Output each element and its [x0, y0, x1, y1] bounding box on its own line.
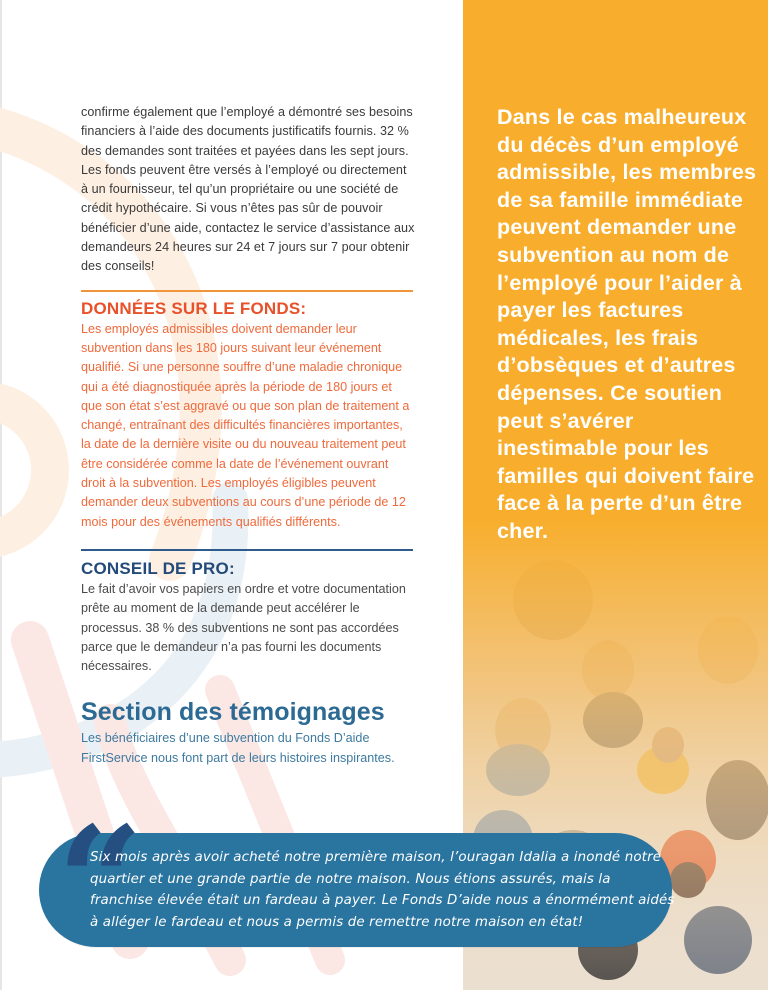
fund-data-heading: DONNÉES SUR LE FONDS: — [81, 298, 307, 318]
pro-tip-paragraph: Le fait d’avoir vos papiers en ordre et votre documentation prête au moment de la demande peut accélérer le processus. 38 % des subventions ne sont pas accordées parce que le demandeur n’a pas fourni les documents nécessaires. — [81, 581, 406, 674]
quote-mark-icon: “ — [57, 794, 144, 970]
navy-divider — [81, 549, 413, 551]
page-edge — [0, 0, 2, 990]
testimonials-intro: Les bénéficiaires d’une subvention du Fonds D’aide FirstService nous font part de leurs histoires inspirantes. — [81, 731, 395, 765]
fund-data-paragraph: Les employés admissibles doivent demander leur subvention dans les 180 jours suivant leur événement qualifié. Si une personne souffre d’une maladie chronique qui a été diagnostiquée après la période de 180 jours et que son état s’est aggravé ou que son plan de traitement a changé, entraînant des difficultés financières importantes, la date de la dernière visite ou du nouveau traitement peut être considérée comme la date de l’événement ouvrant droit à la subvention. Les employés éligibles peuvent demander deux subventions au cours d’une période de 12 mois pour des événements qualifiés différents. — [81, 321, 410, 529]
sidebar-callout: Dans le cas malheureux du décès d’un employé admissible, les membres de sa famille immédiate peuvent demander une subvention au nom de l’employé pour l’aider à payer les factures médicales, les frais d’obsèques et d’autres dépenses. Ce soutien peut s’avérer inestimable pour les familles qui doivent faire face à la perte d’un être cher. — [497, 105, 757, 543]
intro-paragraph: confirme également que l’employé a démontré ses besoins financiers à l’aide des documents justificatifs fournis. 32 % des demandes sont traitées et payées dans les sept jours. Les fonds peuvent être versés à l’employé ou directement à un fournisseur, tel qu’un propriétaire ou une société de crédit hypothécaire. Si vous n’êtes pas sûr de pouvoir bénéficier d’une aide, contactez le service d’assistance aux demandeurs 24 heures sur 24 et 7 jours sur 7 pour obtenir des conseils! — [81, 105, 415, 274]
main-column — [81, 103, 416, 768]
orange-divider — [81, 290, 413, 292]
testimonials-heading: Section des témoignages — [81, 698, 385, 727]
pro-tip-heading: CONSEIL DE PRO: — [81, 558, 235, 578]
testimonial-bubble — [39, 794, 675, 970]
testimonial-quote: Six mois après avoir acheté notre première maison, l’ouragan Idalia a inondé notre quartier et une grande partie de notre maison. Nous étions assurés, mais la franchise élevée était un fardeau à payer. Le Fonds D’aide nous a énormément aidés à alléger le fardeau et nous a permis de remettre notre maison en état! — [90, 850, 675, 930]
